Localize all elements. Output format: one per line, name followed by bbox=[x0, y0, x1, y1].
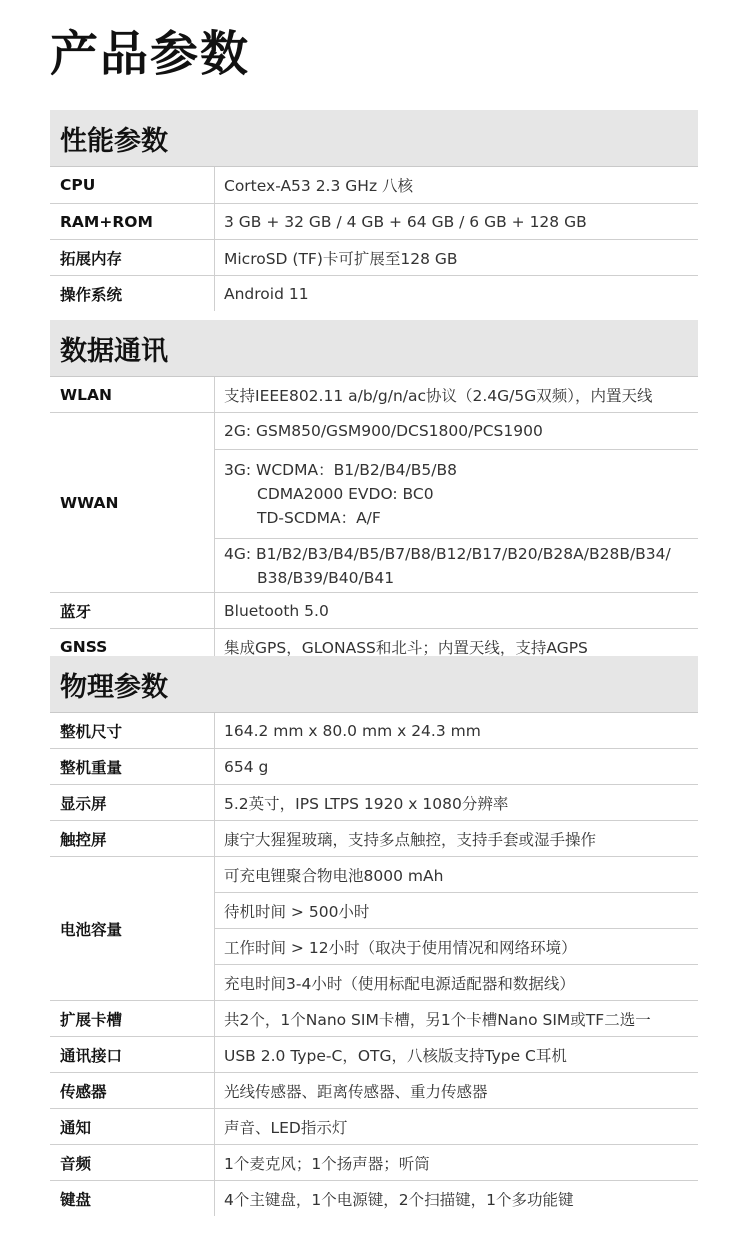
spec-key: 音频 bbox=[50, 1145, 215, 1181]
table-row bbox=[50, 377, 698, 413]
table-row bbox=[50, 1109, 698, 1145]
wwan-4g-line: 4G: B1/B2/B3/B4/B5/B7/B8/B12/B17/B20/B28A/B28B/B34/ bbox=[224, 544, 671, 563]
spec-value-2g: 2G: GSM850/GSM900/DCS1800/PCS1900 bbox=[215, 413, 699, 450]
spec-key: 键盘 bbox=[50, 1181, 215, 1217]
spec-key: 触控屏 bbox=[50, 821, 215, 857]
wwan-3g-line: CDMA2000 EVDO: BC0 bbox=[257, 485, 434, 503]
communication-table bbox=[50, 377, 698, 664]
spec-value: Bluetooth 5.0 bbox=[215, 593, 699, 629]
spec-value: MicroSD (TF)卡可扩展至128 GB bbox=[215, 240, 699, 276]
table-row bbox=[50, 1073, 698, 1109]
spec-value: 1个麦克风；1个扬声器；听筒 bbox=[215, 1145, 699, 1181]
spec-value: 支持IEEE802.11 a/b/g/n/ac协议（2.4G/5G双频），内置天线 bbox=[215, 377, 699, 413]
table-row bbox=[50, 1181, 698, 1217]
spec-key: 蓝牙 bbox=[50, 593, 215, 629]
spec-value: 654 g bbox=[215, 749, 699, 785]
spec-value: 4个主键盘，1个电源键，2个扫描键，1个多功能键 bbox=[224, 1190, 574, 1209]
wwan-3g-line: 3G: WCDMA：B1/B2/B4/B5/B8 bbox=[224, 461, 457, 479]
table-row bbox=[50, 785, 698, 821]
table-row bbox=[50, 821, 698, 857]
wwan-3g-line: TD-SCDMA：A/F bbox=[257, 509, 381, 527]
spec-key: WWAN bbox=[50, 413, 215, 593]
page-title: 产品参数 bbox=[50, 26, 251, 82]
spec-key: 操作系统 bbox=[50, 276, 215, 312]
table-row bbox=[50, 749, 698, 785]
spec-key: 整机重量 bbox=[50, 749, 215, 785]
spec-key: 通讯接口 bbox=[50, 1037, 215, 1073]
spec-value: Cortex-A53 2.3 GHz 八核 bbox=[215, 167, 699, 204]
performance-table bbox=[50, 167, 698, 311]
table-row bbox=[50, 240, 698, 276]
spec-value-battery: 工作时间 > 12小时（取决于使用情况和网络环境） bbox=[215, 929, 699, 965]
physical-table bbox=[50, 713, 698, 1216]
section-title-performance: 性能参数 bbox=[50, 110, 698, 167]
spec-key: 电池容量 bbox=[50, 857, 215, 1001]
spec-key: CPU bbox=[50, 167, 215, 204]
spec-value: 164.2 mm x 80.0 mm x 24.3 mm bbox=[215, 713, 699, 749]
spec-value: Android 11 bbox=[224, 284, 309, 303]
spec-value-battery: 充电时间3-4小时（使用标配电源适配器和数据线） bbox=[215, 965, 699, 1001]
spec-value: 3 GB + 32 GB / 4 GB + 64 GB / 6 GB + 128 GB bbox=[215, 204, 699, 240]
table-row bbox=[50, 1037, 698, 1073]
section-communication bbox=[50, 320, 698, 664]
spec-key: 传感器 bbox=[50, 1073, 215, 1109]
spec-key: 整机尺寸 bbox=[50, 713, 215, 749]
spec-key: 显示屏 bbox=[50, 785, 215, 821]
section-physical bbox=[50, 656, 698, 1216]
table-row bbox=[50, 413, 698, 450]
spec-key: 扩展卡槽 bbox=[50, 1001, 215, 1037]
spec-key: GNSS bbox=[50, 629, 215, 665]
spec-value: USB 2.0 Type-C，OTG，八核版支持Type C耳机 bbox=[215, 1037, 699, 1073]
spec-value-battery: 可充电锂聚合物电池8000 mAh bbox=[215, 857, 699, 893]
spec-value-4g bbox=[215, 539, 699, 593]
spec-value: 声音、LED指示灯 bbox=[215, 1109, 699, 1145]
table-row bbox=[50, 276, 698, 312]
section-performance bbox=[50, 110, 698, 311]
spec-value-battery: 待机时间 > 500小时 bbox=[215, 893, 699, 929]
wwan-4g-line: B38/B39/B40/B41 bbox=[257, 568, 395, 587]
table-row bbox=[50, 1145, 698, 1181]
spec-key: WLAN bbox=[50, 377, 215, 413]
spec-value: 光线传感器、距离传感器、重力传感器 bbox=[215, 1073, 699, 1109]
spec-value-3g bbox=[215, 450, 699, 539]
spec-key: RAM+ROM bbox=[50, 204, 215, 240]
spec-value: 集成GPS，GLONASS和北斗；内置天线，支持AGPS bbox=[224, 638, 588, 657]
spec-key: 拓展内存 bbox=[50, 240, 215, 276]
table-row bbox=[50, 1001, 698, 1037]
spec-value: 5.2英寸，IPS LTPS 1920 x 1080分辨率 bbox=[215, 785, 699, 821]
table-row bbox=[50, 857, 698, 893]
spec-value: 康宁大猩猩玻璃，支持多点触控，支持手套或湿手操作 bbox=[215, 821, 699, 857]
spec-key: 通知 bbox=[50, 1109, 215, 1145]
table-row bbox=[50, 204, 698, 240]
table-row bbox=[50, 713, 698, 749]
spec-value: 共2个，1个Nano SIM卡槽，另1个卡槽Nano SIM或TF二选一 bbox=[215, 1001, 699, 1037]
table-row bbox=[50, 167, 698, 204]
section-title-physical: 物理参数 bbox=[50, 656, 698, 713]
section-title-communication: 数据通讯 bbox=[50, 320, 698, 377]
table-row bbox=[50, 593, 698, 629]
